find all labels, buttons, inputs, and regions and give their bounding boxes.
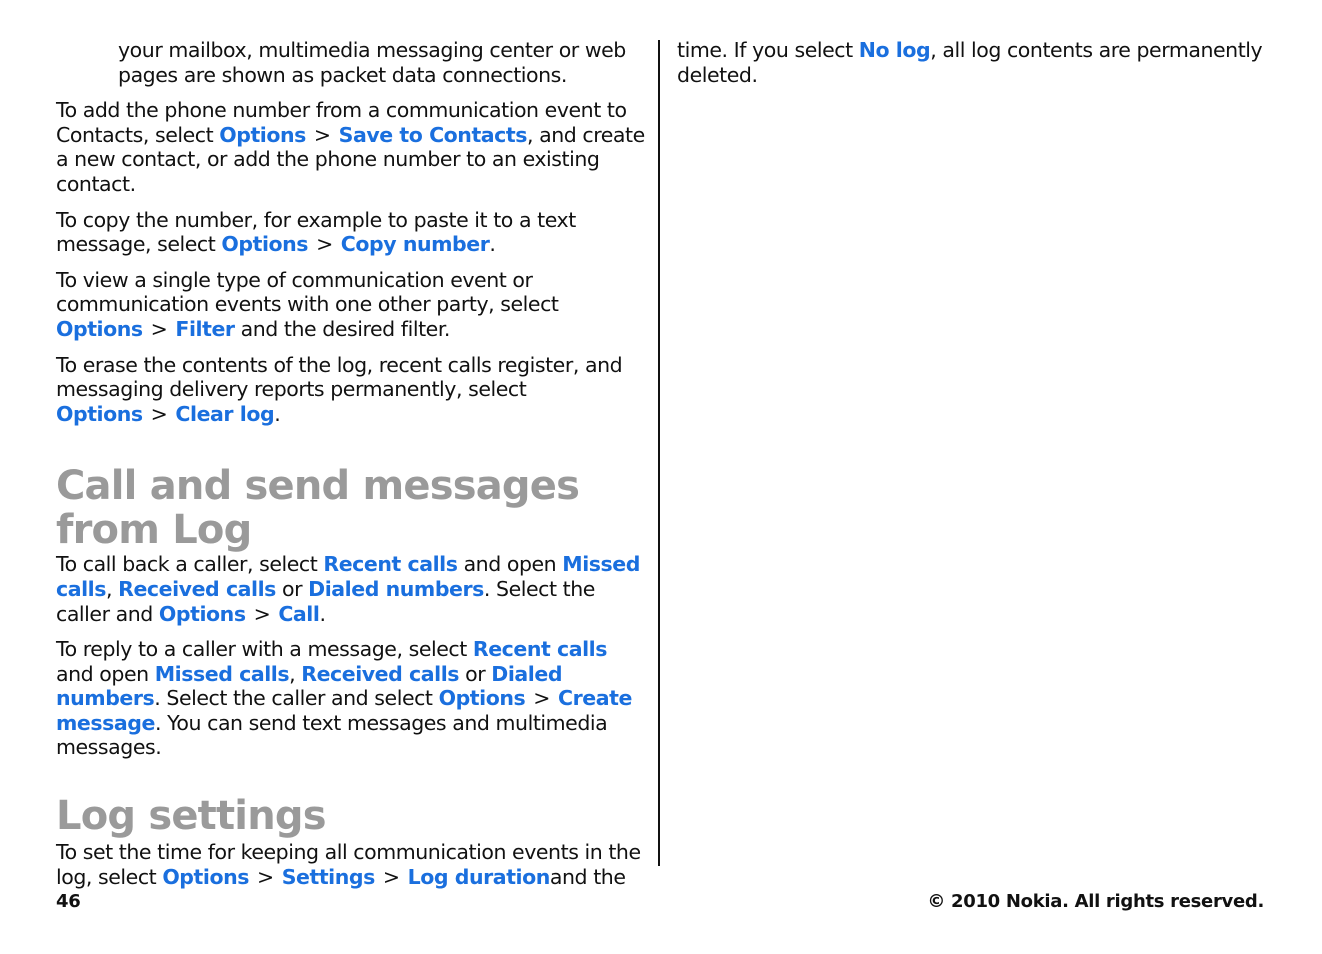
menu-separator: > [150, 401, 168, 426]
paragraph-clear-log [56, 353, 648, 427]
keyword-clear-log[interactable]: Clear log [175, 401, 275, 426]
column-divider [658, 40, 660, 866]
keyword-missed-calls[interactable]: Missed calls [154, 661, 290, 686]
keyword-dialed-numbers[interactable]: Dialed numbers [56, 661, 563, 711]
text: and open [56, 661, 155, 686]
copyright-notice: © 2010 Nokia. All rights reserved. [927, 891, 1264, 912]
menu-separator: > [313, 122, 331, 147]
keyword-options[interactable]: Options [162, 864, 249, 889]
text: To view a single type of communication event or communication events with one other party, select [56, 267, 559, 317]
keyword-log-duration[interactable]: Log duration [407, 864, 550, 889]
text: To copy the number, for example to paste it to a text message, select [56, 207, 576, 257]
keyword-settings[interactable]: Settings [281, 864, 375, 889]
keyword-options[interactable]: Options [219, 122, 306, 147]
menu-separator: > [256, 864, 274, 889]
text: your mailbox, multimedia messaging center or web pages are shown as packet data connections. [118, 38, 626, 87]
text: , all log contents are permanently deleted. [677, 38, 1263, 87]
menu-separator: > [253, 601, 271, 626]
menu-separator: > [150, 316, 168, 341]
keyword-recent-calls[interactable]: Recent calls [472, 637, 608, 662]
text: . [274, 401, 281, 426]
text: time. If you select [677, 38, 859, 62]
text: . You can send text messages and multimedia messages. [56, 710, 608, 760]
text: To call back a caller, select [56, 552, 324, 577]
left-column [56, 38, 648, 900]
text: To erase the contents of the log, recent calls register, and messaging delivery reports permanently, select [56, 352, 623, 402]
paragraph-add-to-contacts [56, 98, 648, 196]
menu-separator: > [533, 686, 550, 711]
keyword-options[interactable]: Options [56, 316, 143, 341]
keyword-create-message[interactable]: Create message [56, 686, 632, 735]
paragraph-call-back [56, 552, 648, 626]
paragraph-no-log [677, 38, 1267, 87]
keyword-call[interactable]: Call [278, 601, 320, 626]
menu-separator: > [316, 232, 333, 257]
text: or [275, 576, 309, 601]
paragraph-log-duration [56, 840, 648, 889]
text: and open [457, 552, 563, 577]
menu-separator: > [382, 864, 400, 889]
text: , [289, 661, 302, 686]
keyword-options[interactable]: Options [56, 401, 143, 426]
text: . Select the caller and [56, 576, 595, 626]
keyword-received-calls[interactable]: Received calls [301, 661, 460, 686]
paragraph-copy-number [56, 208, 648, 257]
text: . [319, 601, 326, 626]
keyword-copy-number[interactable]: Copy number [340, 232, 490, 257]
page-number: 46 [56, 891, 81, 912]
keyword-received-calls[interactable]: Received calls [118, 576, 276, 601]
text: . [489, 232, 496, 257]
paragraph-filter [56, 268, 648, 342]
right-column [677, 38, 1267, 98]
keyword-filter[interactable]: Filter [175, 316, 235, 341]
keyword-dialed-numbers[interactable]: Dialed numbers [308, 576, 484, 601]
keyword-no-log[interactable]: No log [858, 38, 931, 62]
text: To reply to a caller with a message, select [56, 637, 473, 662]
text: To set the time for keeping all communication events in the log, select [56, 840, 641, 889]
text: , [106, 576, 119, 601]
text: To add the phone number from a communication event to Contacts, select [56, 98, 627, 147]
keyword-save-to-contacts[interactable]: Save to Contacts [338, 122, 527, 147]
paragraph-reply-message [56, 637, 648, 760]
paragraph-mailbox-continued [56, 38, 648, 87]
keyword-missed-calls[interactable]: Missed calls [56, 552, 640, 601]
text: and the desired filter. [234, 316, 450, 341]
text: and the [549, 864, 626, 889]
text: or [459, 661, 492, 686]
keyword-options[interactable]: Options [438, 686, 526, 711]
keyword-recent-calls[interactable]: Recent calls [323, 552, 458, 577]
section-heading-log-settings: Log settings [56, 793, 326, 840]
section-heading-call-and-send: Call and send messages from Log [56, 463, 580, 554]
text: . Select the caller and select [154, 686, 439, 711]
keyword-options[interactable]: Options [158, 601, 246, 626]
keyword-options[interactable]: Options [221, 232, 309, 257]
text: , and create a new contact, or add the phone number to an existing contact. [56, 122, 645, 196]
